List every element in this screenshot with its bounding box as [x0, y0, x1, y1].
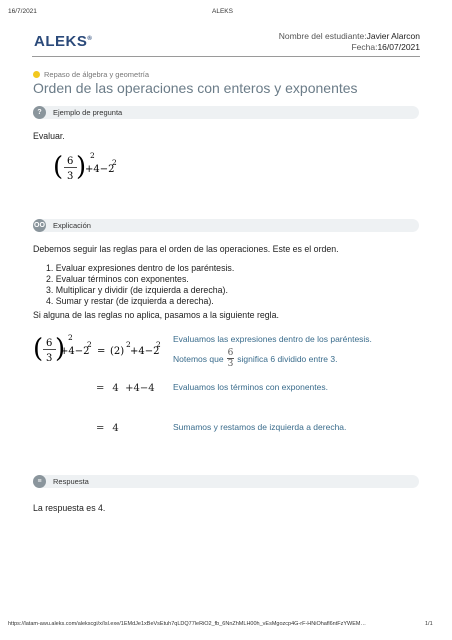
equals-sign: =: [97, 346, 106, 357]
answer-icon: ≡: [33, 475, 46, 488]
inline-fraction: [227, 348, 235, 369]
close-paren: ): [55, 334, 66, 364]
section-question-header: [33, 106, 419, 119]
question-prompt: Evaluar.: [33, 131, 65, 141]
list-item: 2. Evaluar términos con exponentes.: [46, 274, 189, 284]
open-paren: (: [53, 152, 64, 182]
exponent: 2: [87, 340, 92, 349]
equals-sign: =: [96, 423, 105, 434]
student-name: Javier Alarcon: [366, 31, 420, 41]
print-date: 16/7/2021: [8, 8, 37, 15]
close-paren: ): [76, 152, 87, 182]
student-name-label: Nombre del estudiante:: [278, 31, 367, 41]
section-answer-header: [33, 475, 419, 488]
list-item: 3. Multiplicar y dividir (de izquierda a derecha).: [46, 285, 228, 295]
aleks-logo: ALEKS®: [34, 33, 93, 50]
section-question-label: Ejemplo de pregunta: [53, 108, 123, 117]
list-item: 1. Evaluar expresiones dentro de los paréntesis.: [46, 263, 235, 273]
answer-text: La respuesta es 4.: [33, 503, 106, 513]
explanation-line-2: [96, 383, 155, 394]
date-label: Fecha:: [351, 42, 378, 52]
fraction-numerator: 6: [46, 338, 53, 349]
page-number: 1/1: [425, 621, 433, 627]
note-parentheses: Evaluamos las expresiones dentro de los paréntesis.: [173, 334, 372, 344]
exponent: 2: [112, 158, 117, 167]
note-fraction-meaning: [173, 348, 337, 369]
section-answer-label: Respuesta: [53, 477, 89, 486]
fraction-numerator: 6: [67, 156, 74, 167]
question-icon: ?: [33, 106, 46, 119]
steps-list: [46, 263, 234, 307]
header-divider: [32, 56, 420, 57]
print-title: ALEKS: [212, 8, 233, 15]
student-info: [279, 31, 420, 53]
exponent: 2: [156, 340, 161, 349]
line-3-expression: 4: [112, 423, 119, 434]
footer-url: https://latam-awu.aleks.com/alekscgi/x/Isl.exe/1EMdJe1xBeVsEtuh7qLDQ77leRiO2_fb_6NnZhMLH00h_vEsMgozcp4G-rF-HNiOhafl6ntFzYWEM…: [8, 621, 366, 627]
open-paren: (: [33, 334, 44, 364]
section-explanation-header: [33, 219, 419, 232]
explanation-outro: Si alguna de las reglas no aplica, pasamos a la siguiente regla.: [33, 310, 279, 320]
question-expression: [50, 150, 140, 186]
line-2-expression: 4 +4−4: [112, 383, 155, 394]
exponent: 2: [90, 151, 95, 160]
explanation-intro: Debemos seguir las reglas para el orden de las operaciones. Este es el orden.: [33, 244, 339, 254]
note-add-subtract: Sumamos y restamos de izquierda a derecha.: [173, 422, 347, 432]
exponent: 2: [68, 333, 73, 342]
fraction-denominator: 3: [227, 359, 234, 369]
note-exponents: Evaluamos los términos con exponentes.: [173, 382, 328, 392]
note-suffix: significa 6 dividido entre 3.: [237, 353, 338, 364]
exponent: 2: [126, 340, 131, 349]
student-date: 16/07/2021: [377, 42, 420, 52]
equals-sign: =: [96, 383, 105, 394]
topic-breadcrumb: [33, 70, 149, 79]
explanation-line-3: [96, 423, 119, 434]
fraction-numerator: 6: [227, 348, 234, 358]
expression-rest: +4−2: [85, 164, 115, 175]
topic-dot-icon: [33, 71, 40, 78]
fraction-denominator: 3: [67, 171, 74, 182]
glasses-icon: OO: [33, 219, 46, 232]
note-prefix: Notemos que: [173, 353, 224, 364]
expression-rest: +4−2: [60, 346, 90, 357]
expression-rest: +4−2: [130, 346, 160, 357]
explanation-line-1: [33, 331, 173, 369]
topic-label: Repaso de álgebra y geometría: [44, 70, 150, 79]
page-title: Orden de las operaciones con enteros y exponentes: [33, 80, 358, 96]
list-item: 4. Sumar y restar (de izquierda a derecha).: [46, 296, 214, 306]
paren-two: (2): [110, 346, 125, 357]
section-explanation-label: Explicación: [53, 221, 91, 230]
fraction-denominator: 3: [46, 353, 53, 364]
